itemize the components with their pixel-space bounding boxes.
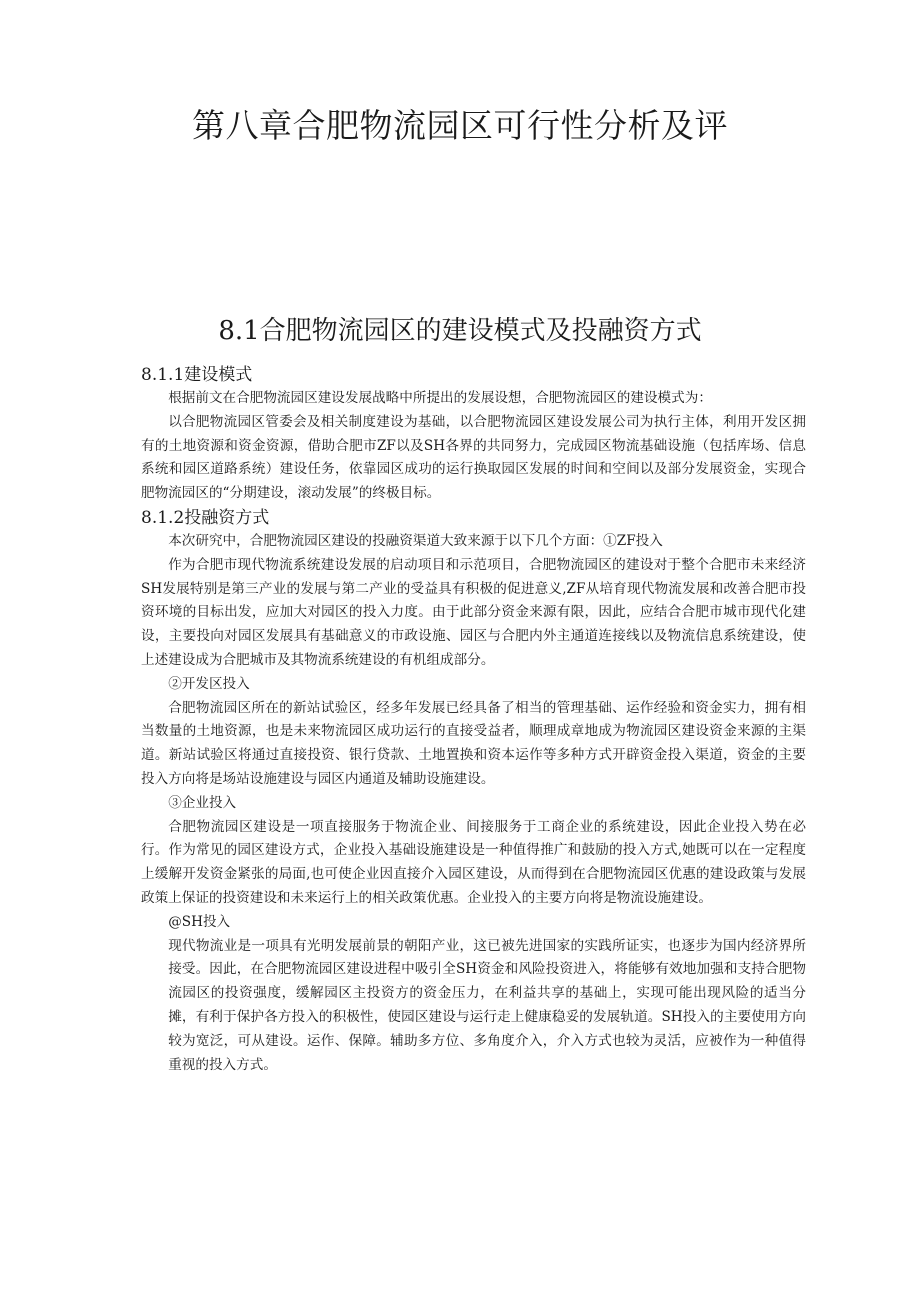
paragraph: 合肥物流园区建设是一项直接服务于物流企业、间接服务于工商企业的系统建设，因此企业投入势在必行。作为常见的园区建设方式，企业投入基础设施建设是一种值得推广和鼓励的投入方式,她既可以在一定程度上缓解开发资金紧张的局面,也可使企业因直接介入园区建设，从而得到在合肥物流园区优惠的建设政策与发展政策上保证的投资建设和未来运行上的相关政策优惠。企业投入的主要方向将是物流设施建设。 xyxy=(141,818,806,906)
document-body xyxy=(141,363,806,1077)
subsection-heading-financing: 8.1.2投融资方式 xyxy=(141,507,270,528)
paragraph: 合肥物流园区所在的新站试验区，经多年发展已经具备了相当的管理基础、运作经验和资金实力，拥有相当数量的土地资源，也是未来物流园区成功运行的直接受益者，顺理成章地成为物流园区建设资金来源的主渠道。新站试验区将通过直接投资、银行贷款、土地置换和资本运作等多种方式开辟资金投入渠道，资金的主要投入方向将是场站设施建设与园区内通道及辅助设施建设。 xyxy=(141,699,806,787)
paragraph: 作为合肥市现代物流系统建设发展的启动项目和示范项目，合肥物流园区的建设对于整个合肥市未来经济SH发展特别是第三产业的发展与第二产业的受益具有积极的促进意义,ZF从培育现代物流发展和改善合肥市投资环境的目标出发，应加大对园区的投入力度。由于此部分资金来源有限，因此，应结合合肥市城市现代化建设，主要投向对园区发展具有基础意义的市政设施、园区与合肥内外主通道连接线以及物流信息系统建设，使上述建设成为合肥城市及其物流系统建设的有机组成部分。 xyxy=(141,556,806,668)
subsection-heading-construction-mode: 8.1.1建设模式 xyxy=(141,365,253,385)
paragraph: 本次研究中，合肥物流园区建设的投融资渠道大致来源于以下几个方面：①ZF投入 xyxy=(168,532,663,549)
list-label-society: @SH投入 xyxy=(168,913,231,930)
paragraph: 根据前文在合肥物流园区建设发展战略中所提出的发展设想，合肥物流园区的建设模式为： xyxy=(168,390,712,406)
paragraph: 以合肥物流园区管委会及相关制度建设为基础，以合肥物流园区建设发展公司为执行主体，利用开发区拥有的土地资源和资金资源，借助合肥市ZF以及SH各界的共同努力，完成园区物流基础设施（包括库场、信息系统和园区道路系统）建设任务，依靠园区成功的运行换取园区发展的时间和空间以及部分发展资金，实现合肥物流园区的“分期建设，滚动发展”的终极目标。 xyxy=(141,413,806,502)
list-label-enterprise: ③企业投入 xyxy=(168,794,237,811)
chapter-title: 第八章合肥物流园区可行性分析及评 xyxy=(192,106,728,145)
paragraph: 现代物流业是一项具有光明发展前景的朝阳产业，这已被先进国家的实践所证实，也逐步为国内经济界所接受。因此，在合肥物流园区建设进程中吸引全SH资金和风险投资进入，将能够有效地加强和支持合肥物流园区的投资强度，缓解园区主投资方的资金压力，在利益共享的基础上，实现可能出现风险的适当分摊，有利于保护各方投入的积极性，使园区建设与运行走上健康稳妥的发展轨道。SH投入的主要使用方向较为宽泛，可从建设。运作、保障。辅助多方位、多角度介入，介入方式也较为灵活，应被作为一种值得重视的投入方式。 xyxy=(168,937,806,1073)
section-title: 8.1合肥物流园区的建设模式及投融资方式 xyxy=(218,316,702,346)
list-label-development-zone: ②开发区投入 xyxy=(168,675,250,692)
